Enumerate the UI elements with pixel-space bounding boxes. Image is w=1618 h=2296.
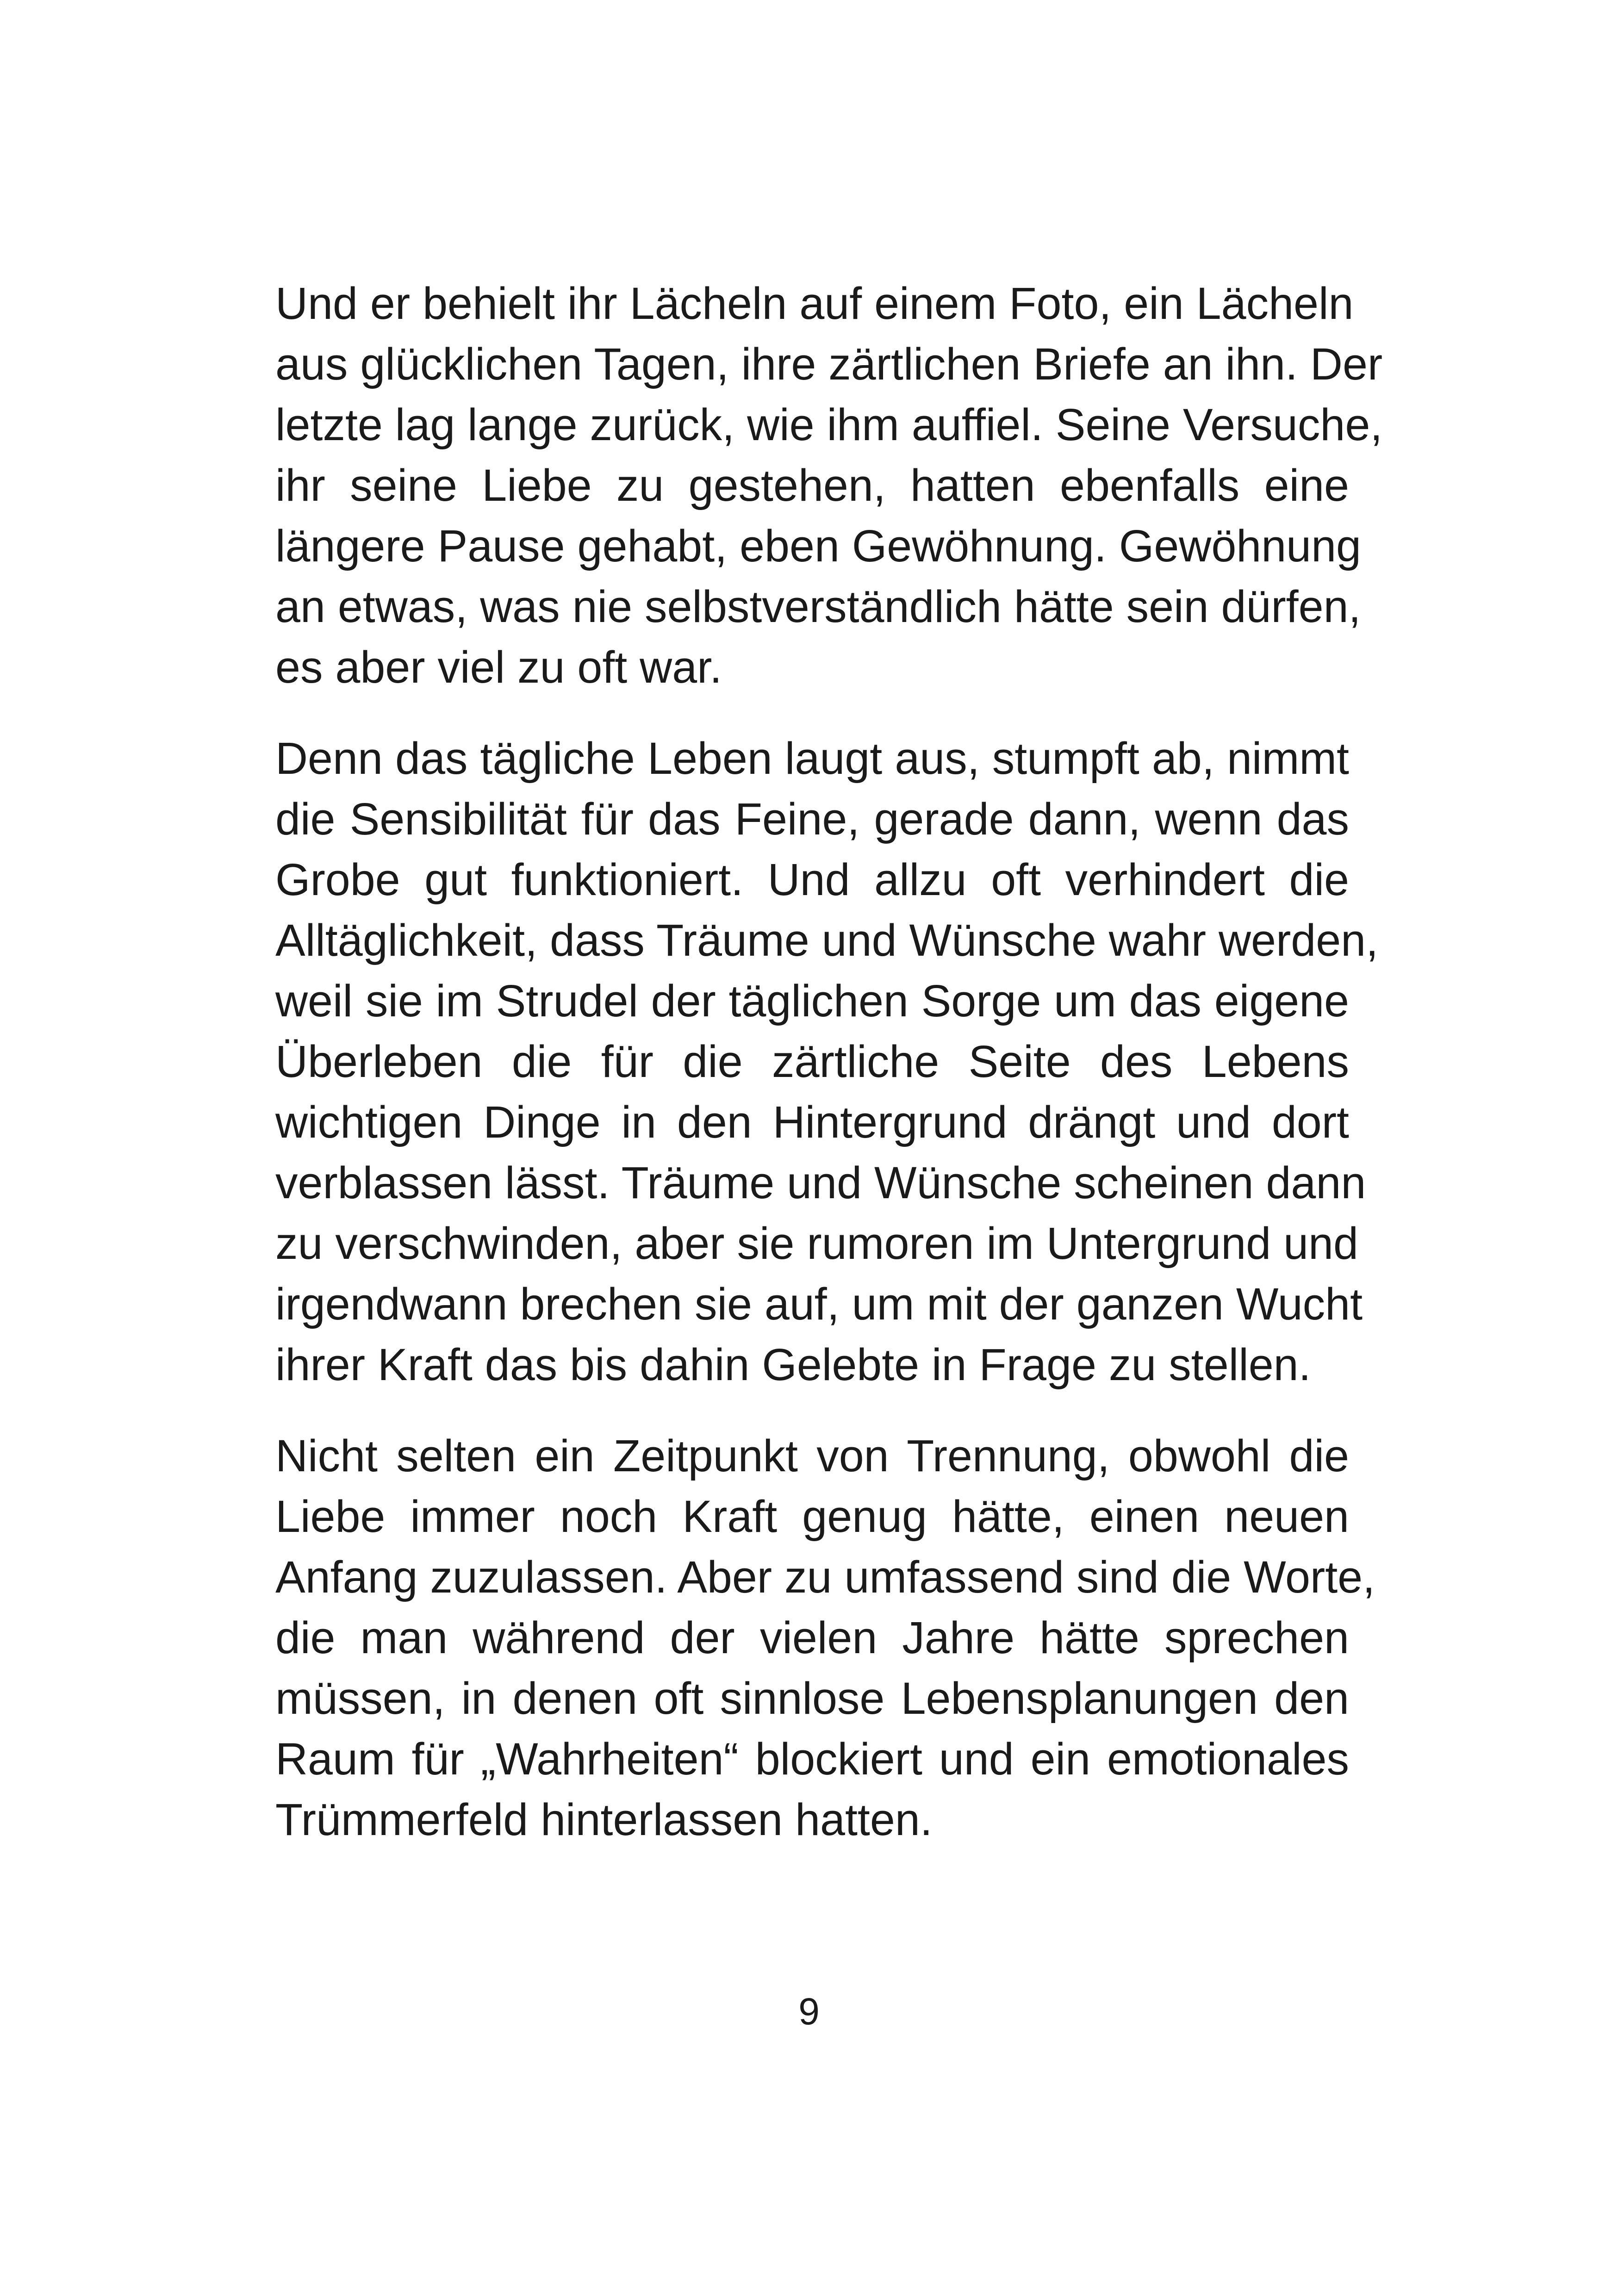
body-text xyxy=(275,273,1383,1880)
text-line: Anfang zuzulassen. Aber zu umfassend sind die Worte, xyxy=(275,1552,1375,1602)
text-line: Und er behielt ihr Lächeln auf einem Foto, ein Lächeln xyxy=(275,278,1354,329)
text-line: irgendwann brechen sie auf, um mit der ganzen Wucht xyxy=(275,1279,1363,1329)
text-line: Trümmerfeld hinterlassen hatten. xyxy=(275,1794,933,1845)
text-line: Liebe immer noch Kraft genug hätte, einen neuen xyxy=(275,1491,1349,1542)
text-line: aus glücklichen Tagen, ihre zärtlichen Briefe an ihn. Der xyxy=(275,339,1383,389)
text-line: längere Pause gehabt, eben Gewöhnung. Gewöhnung xyxy=(275,521,1361,571)
text-line: letzte lag lange zurück, wie ihm auffiel. Seine Versuche, xyxy=(275,399,1383,450)
text-line: Überleben die für die zärtliche Seite des Lebens xyxy=(275,1036,1349,1087)
text-line: an etwas, was nie selbstverständlich hätte sein dürfen, xyxy=(275,581,1361,632)
text-line: die man während der vielen Jahre hätte sprechen xyxy=(275,1612,1349,1663)
paragraph-1 xyxy=(275,273,1383,697)
text-line: die Sensibilität für das Feine, gerade dann, wenn das xyxy=(275,794,1349,844)
paragraph-3 xyxy=(275,1425,1375,1850)
text-line: Nicht selten ein Zeitpunkt von Trennung, obwohl die xyxy=(275,1431,1349,1481)
text-line: Denn das tägliche Leben laugt aus, stumpft ab, nimmt xyxy=(275,733,1349,784)
text-line: es aber viel zu oft war. xyxy=(275,642,722,692)
text-line: zu verschwinden, aber sie rumoren im Untergrund und xyxy=(275,1218,1358,1269)
text-line: verblassen lässt. Träume und Wünsche scheinen dann xyxy=(275,1157,1366,1208)
text-line: müssen, in denen oft sinnlose Lebensplanungen den xyxy=(275,1673,1349,1724)
text-line: weil sie im Strudel der täglichen Sorge um das eigene xyxy=(275,976,1349,1026)
text-line: ihr seine Liebe zu gestehen, hatten ebenfalls eine xyxy=(275,460,1349,510)
text-line: wichtigen Dinge in den Hintergrund drängt und dort xyxy=(275,1097,1349,1147)
text-line: ihrer Kraft das bis dahin Gelebte in Frage zu stellen. xyxy=(275,1339,1311,1390)
paragraph-2 xyxy=(275,728,1379,1395)
text-line: Raum für „Wahrheiten“ blockiert und ein emotionales xyxy=(275,1734,1349,1784)
text-line: Alltäglichkeit, dass Träume und Wünsche wahr werden, xyxy=(275,915,1379,965)
text-line: Grobe gut funktioniert. Und allzu oft verhindert die xyxy=(275,854,1349,905)
page-number: 9 xyxy=(798,1991,820,2033)
